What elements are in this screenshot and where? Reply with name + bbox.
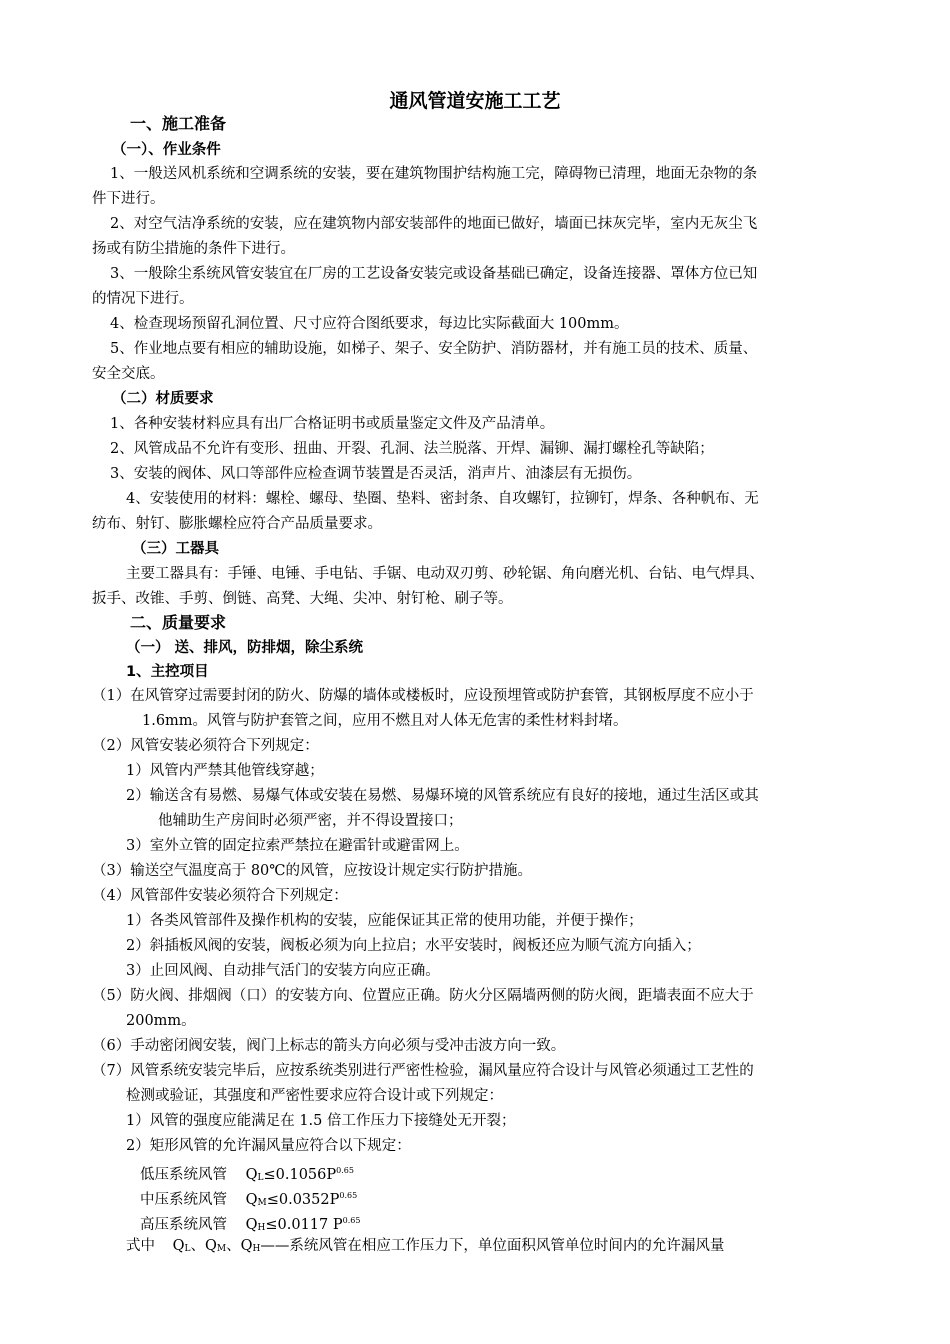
formula-symbol: Q xyxy=(245,1167,258,1183)
paragraph-line: 4、安装使用的材料：螺栓、螺母、垫圈、垫料、密封条、自攻螺钉，拉铆钉，焊条、各种帆布、无 xyxy=(126,491,759,507)
paragraph-line: 5、作业地点要有相应的辅助设施，如梯子、架子、安全防护、消防器材，并有施工员的技术、质量、 xyxy=(110,341,758,357)
where-description: ——系统风管在相应工作压力下，单位面积风管单位时间内的允许漏风量 xyxy=(260,1238,725,1254)
subsection-heading-conditions: （一）、作业条件 xyxy=(112,142,221,158)
paragraph-line: 1.6mm。风管与防护套管之间，应用不燃且对人体无危害的柔性材料封堵。 xyxy=(142,713,628,729)
paragraph-line: （2）风管安装必须符合下列规定： xyxy=(92,738,319,754)
paragraph-line: 主要工器具有：手锤、电锤、手电钻、手锯、电动双刃剪、砂轮锯、角向磨光机、台钻、电气焊具、 xyxy=(126,566,764,582)
paragraph-line: 他辅助生产房间时必须严密，并不得设置接口； xyxy=(158,813,463,829)
formula-exponent: 0.65 xyxy=(342,1216,361,1225)
formula-label: 低压系统风管 xyxy=(140,1167,227,1183)
where-subscript: L xyxy=(184,1244,191,1254)
subsection-heading-systems: （一） 送、排风，防排烟，除尘系统 xyxy=(126,640,364,656)
paragraph-line: 1）风管的强度应能满足在 1.5 倍工作压力下接缝处无开裂； xyxy=(126,1113,516,1129)
paragraph-line: 的情况下进行。 xyxy=(92,291,194,307)
paragraph-line: （7）风管系统安装完毕后，应按系统类别进行严密性检验，漏风量应符合设计与风管必须通过工艺性的 xyxy=(92,1063,754,1079)
paragraph-line: 2）矩形风管的允许漏风量应符合以下规定： xyxy=(126,1138,411,1154)
where-separator: 、Q xyxy=(190,1238,217,1254)
paragraph-line: 200mm。 xyxy=(126,1013,196,1029)
formula-subscript: H xyxy=(257,1223,266,1233)
paragraph-line: （6）手动密闭阀安装，阀门上标志的箭头方向必须与受冲击波方向一致。 xyxy=(92,1038,566,1054)
paragraph-line: 2）斜插板风阀的安装，阀板必须为向上拉启；水平安装时，阀板还应为顺气流方向插入； xyxy=(126,938,701,954)
formula-label: 高压系统风管 xyxy=(140,1217,227,1233)
subsection-heading-main-items: 1、主控项目 xyxy=(126,664,209,680)
paragraph-line: 扳手、改锥、手剪、倒链、高凳、大绳、尖冲、射钉枪、刷子等。 xyxy=(92,591,513,607)
formula-expression: ≤0.0352P xyxy=(266,1192,340,1208)
document-title: 通风管道安施工工艺 xyxy=(389,90,561,112)
formula-exponent: 0.65 xyxy=(339,1191,358,1200)
paragraph-line: 3）止回风阀、自动排气活门的安装方向应正确。 xyxy=(126,963,440,979)
paragraph-line: 1、各种安装材料应具有出厂合格证明书或质量鉴定文件及产品清单。 xyxy=(110,416,555,432)
where-prefix: 式中 xyxy=(126,1238,155,1254)
paragraph-line: 3、一般除尘系统风管安装宜在厂房的工艺设备安装完或设备基础已确定，设备连接器、罩体方位已知 xyxy=(110,266,758,282)
paragraph-line: 4、检查现场预留孔洞位置、尺寸应符合图纸要求，每边比实际截面大 100mm。 xyxy=(110,316,629,332)
section-heading-preparation: 一、施工准备 xyxy=(130,114,227,133)
where-separator: 、Q xyxy=(226,1238,253,1254)
paragraph-line: （1）在风管穿过需要封闭的防火、防爆的墙体或楼板时，应设预埋管或防护套管，其钢板厚度不应小于 xyxy=(92,688,754,704)
paragraph-line: 扬或有防尘措施的条件下进行。 xyxy=(92,241,295,257)
formula-high-pressure xyxy=(140,1211,360,1238)
paragraph-line: （5）防火阀、排烟阀（口）的安装方向、位置应正确。防火分区隔墙两侧的防火阀，距墙表面不应大于 xyxy=(92,988,754,1004)
formula-exponent: 0.65 xyxy=(336,1166,354,1175)
formula-medium-pressure xyxy=(140,1186,357,1213)
paragraph-line: 2）输送含有易燃、易爆气体或安装在易燃、易爆环境的风管系统应有良好的接地，通过生活区或其 xyxy=(126,788,759,804)
where-symbol: Q xyxy=(172,1238,185,1254)
formula-label: 中压系统风管 xyxy=(140,1192,227,1208)
formula-low-pressure xyxy=(140,1161,354,1188)
where-subscript: H xyxy=(252,1244,261,1254)
paragraph-line: （3）输送空气温度高于 80℃的风管，应按设计规定实行防护措施。 xyxy=(92,863,533,879)
formula-expression: ≤0.1056P xyxy=(263,1167,337,1183)
subsection-heading-tools: （三）工器具 xyxy=(132,541,219,557)
formula-symbol: Q xyxy=(245,1217,258,1233)
paragraph-line: 纺布、射钉、膨胀螺栓应符合产品质量要求。 xyxy=(92,516,382,532)
paragraph-line: 3、安装的阀体、风口等部件应检查调节装置是否灵活，消声片、油漆层有无损伤。 xyxy=(110,466,642,482)
formula-subscript: L xyxy=(257,1173,264,1183)
formula-expression: ≤0.0117 P xyxy=(265,1217,343,1233)
paragraph-line: （4）风管部件安装必须符合下列规定： xyxy=(92,888,348,904)
paragraph-line: 1）各类风管部件及操作机构的安装，应能保证其正常的使用功能，并便于操作； xyxy=(126,913,643,929)
paragraph-line: 件下进行。 xyxy=(92,191,165,207)
paragraph-line: 安全交底。 xyxy=(92,366,165,382)
subsection-heading-materials: （二）材质要求 xyxy=(112,391,214,407)
paragraph-line: 1、一般送风机系统和空调系统的安装，要在建筑物围护结构施工完，障碍物已清理，地面无杂物的条 xyxy=(110,166,758,182)
paragraph-line: 检测或验证，其强度和严密性要求应符合设计或下列规定： xyxy=(126,1088,503,1104)
paragraph-line: 2、对空气洁净系统的安装，应在建筑物内部安装部件的地面已做好，墙面已抹灰完毕，室内无灰尘飞 xyxy=(110,216,758,232)
paragraph-line: 1）风管内严禁其他管线穿越； xyxy=(126,763,324,779)
where-subscript: M xyxy=(216,1244,227,1254)
formula-symbol: Q xyxy=(245,1192,258,1208)
paragraph-line: 3）室外立管的固定拉索严禁拉在避雷针或避雷网上。 xyxy=(126,838,469,854)
section-heading-quality: 二、质量要求 xyxy=(130,613,227,632)
formula-where-line xyxy=(126,1236,724,1259)
paragraph-line: 2、风管成品不允许有变形、扭曲、开裂、孔洞、法兰脱落、开焊、漏铆、漏打螺栓孔等缺陷； xyxy=(110,441,714,457)
formula-subscript: M xyxy=(257,1198,267,1208)
